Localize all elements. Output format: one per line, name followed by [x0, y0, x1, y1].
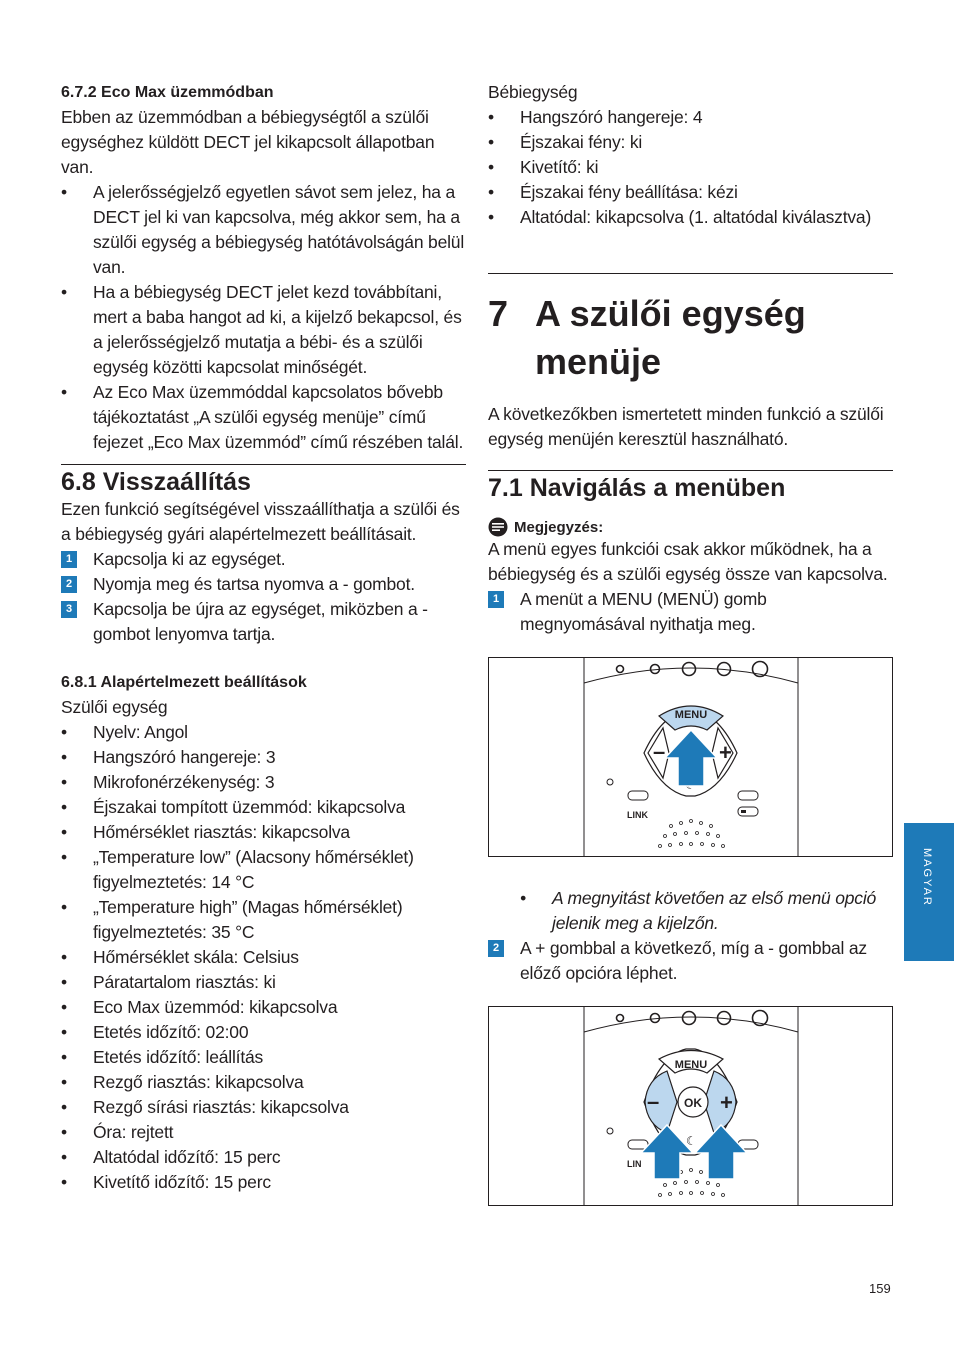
plus-label: + — [720, 1090, 733, 1115]
step-text: A menüt a MENU (MENÜ) gomb megnyomásával nyithatja meg. — [520, 589, 767, 634]
menu-label: MENU — [674, 709, 708, 721]
list-item: • Hangszóró hangereje: 3 — [61, 745, 466, 770]
link-label: LIN — [627, 1159, 642, 1169]
step-text: A + gombbal a következő, míg a - gombbal az előző opcióra léphet. — [520, 938, 867, 983]
default-settings-list — [61, 720, 466, 1195]
list-item: • Etetés időzítő: 02:00 — [61, 1020, 466, 1045]
step-number: 1 — [61, 551, 77, 568]
device-illustration — [489, 658, 892, 856]
speaker-holes — [659, 820, 725, 848]
list-item: • Hangszóró hangereje: 4 — [488, 105, 893, 130]
section-6-7-2-bullets — [61, 180, 466, 455]
section-6-8-1-title: 6.8.1 Alapértelmezett beállítások — [61, 674, 307, 691]
list-item: • Éjszakai fény beállítása: kézi — [488, 180, 893, 205]
chapter-intro: A következőkben ismertetett minden funkció a szülői egység menüjén keresztül használható. — [488, 404, 884, 449]
note-icon — [488, 517, 508, 537]
step-text: Nyomja meg és tartsa nyomva a - gombot. — [93, 574, 415, 594]
step-item — [61, 572, 466, 597]
baby-unit-label: Bébiegység — [488, 82, 578, 102]
minus-label: – — [653, 739, 666, 764]
step-item — [61, 597, 466, 647]
menu-step-1 — [488, 587, 893, 637]
step-text: Kapcsolja ki az egységet. — [93, 549, 286, 569]
step-text: Kapcsolja be újra az egységet, miközben a - gombot lenyomva tartja. — [93, 599, 428, 644]
chapter-number: 7 — [488, 293, 509, 334]
figure-plus-minus-buttons — [488, 1006, 893, 1206]
plus-label: + — [719, 740, 732, 765]
list-item: • Mikrofonérzékenység: 3 — [61, 770, 466, 795]
section-6-7-2-title: 6.7.2 Eco Max üzemmódban — [61, 84, 274, 101]
list-item: • Altatódal időzítő: 15 perc — [61, 1145, 466, 1170]
list-item: • Rezgő sírási riasztás: kikapcsolva — [61, 1095, 466, 1120]
reset-steps — [61, 547, 466, 647]
list-item: • Páratartalom riasztás: ki — [61, 970, 466, 995]
left-column — [61, 80, 466, 1195]
list-item: • A jelerősségjelző egyetlen sávot sem jelez, ha a DECT jel ki van kapcsolva, még akkor sem, ha a szülői egység a bébiegység hatótávolságán belül van. — [61, 180, 466, 280]
list-item: • Kivetítő: ki — [488, 155, 893, 180]
list-item: • Éjszakai tompított üzemmód: kikapcsolva — [61, 795, 466, 820]
step-item — [488, 587, 893, 637]
step-number: 2 — [488, 940, 504, 957]
list-item: • Nyelv: Angol — [61, 720, 466, 745]
indicator-lights — [617, 662, 768, 677]
list-item: • Eco Max üzemmód: kikapcsolva — [61, 995, 466, 1020]
list-item: • Éjszakai fény: ki — [488, 130, 893, 155]
section-7-1-title: 7.1 Navigálás a menüben — [488, 470, 893, 503]
language-tab — [904, 823, 954, 961]
note-text: A menü egyes funkciói csak akkor működnek, ha a bébiegység és a szülői egység össze van kapcsolva. — [488, 539, 888, 584]
list-item: • Ha a bébiegység DECT jelet kezd továbbítani, mert a baba hangot ad ki, a kijelző bekapcsol, és a jelerősségjelző mutatja a bébi- és a szülői egység közötti kapcsolat minőségét. — [61, 280, 466, 380]
lullaby-icon: ☾ — [686, 1134, 697, 1148]
minus-label: – — [647, 1089, 660, 1114]
list-item: • A megnyitást követően az első menü opció jelenik meg a kijelzőn. — [520, 886, 893, 936]
list-item: • Az Eco Max üzemmóddal kapcsolatos bővebb tájékoztatást „A szülői egység menüje” című fejezet „Eco Max üzemmód” című részében talál. — [61, 380, 466, 455]
list-item: • „Temperature high” (Magas hőmérséklet) figyelmeztetés: 35 °C — [61, 895, 466, 945]
section-6-8-intro: Ezen funkció segítségével visszaállíthatja a szülői és a bébiegység gyári alapértelmezett beállításait. — [61, 499, 460, 544]
language-tab-label: MAGYAR — [921, 848, 933, 907]
list-item: • Altatódal: kikapcsolva (1. altatódal kiválasztva) — [488, 205, 893, 230]
step-item — [488, 936, 893, 986]
list-item: • Hőmérséklet riasztás: kikapcsolva — [61, 820, 466, 845]
list-item: • Hőmérséklet skála: Celsius — [61, 945, 466, 970]
chapter-title — [488, 273, 893, 386]
parent-unit-label: Szülői egység — [61, 697, 168, 717]
note-heading — [488, 517, 893, 537]
section-6-7-2-intro: Ebben az üzemmódban a bébiegységtől a szülői egységhez küldött DECT jel kikapcsolt állapotban van. — [61, 107, 435, 177]
step-number: 1 — [488, 591, 504, 608]
list-item: • „Temperature low” (Alacsony hőmérséklet) figyelmeztetés: 14 °C — [61, 845, 466, 895]
figure-menu-button — [488, 657, 893, 857]
list-item: • Rezgő riasztás: kikapcsolva — [61, 1070, 466, 1095]
note-label: Megjegyzés: — [514, 518, 604, 536]
chapter-name: A szülői egység menüje — [535, 293, 806, 382]
menu-label: MENU — [674, 1059, 708, 1071]
list-item: • Kivetítő időzítő: 15 perc — [61, 1170, 466, 1195]
indicator-lights — [617, 1011, 768, 1026]
page-number: 159 — [869, 1281, 891, 1296]
list-item: • Óra: rejtett — [61, 1120, 466, 1145]
menu-step-2 — [488, 936, 893, 986]
step-number: 3 — [61, 601, 77, 618]
list-item: • Etetés időzítő: leállítás — [61, 1045, 466, 1070]
menu-open-note — [488, 886, 893, 936]
step-item — [61, 547, 466, 572]
baby-unit-defaults — [488, 105, 893, 230]
right-column — [488, 80, 893, 1206]
step-number: 2 — [61, 576, 77, 593]
section-6-8-title: 6.8 Visszaállítás — [61, 464, 466, 497]
ok-label: OK — [684, 1096, 702, 1110]
device-illustration — [489, 1007, 892, 1205]
link-label: LINK — [627, 810, 648, 820]
